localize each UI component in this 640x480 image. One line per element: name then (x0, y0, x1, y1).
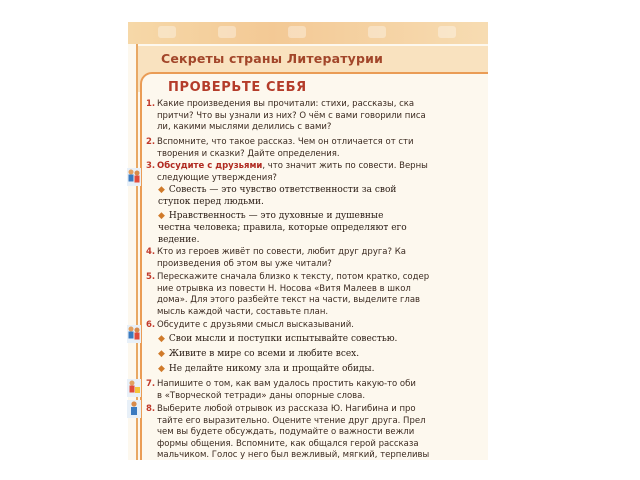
saying-1: ◆ Свои мысли и поступки испытывайте совестью. (158, 334, 398, 344)
discuss-highlight: Обсудите с друзьями (157, 161, 263, 171)
discuss-with-friends-icon (127, 168, 141, 186)
saying-2: ◆ Живите в мире со всеми и любите всех. (158, 349, 360, 359)
statement-1: ◆ Совесть — это чувство ответственности за свой ступок перед людьми. (158, 185, 397, 207)
question-1: 1. Какие произведения вы прочитали: стихи, рассказы, ска притчи? Что вы узнали из них? О чём с вами говорили писа ли, какими мыслями делились с вами? (146, 99, 426, 133)
question-8: 8. Выберите любой отрывок из рассказа Ю. Нагибина и про тайте его выразительно. Оцените чтение друг друга. Прел чем вы будете обсуждать, подумайте о важности вежли формы общения. Вспомните, как общался герой рассказа мальчиком. Голос у него был вежливый, мягкий, терпеливы (146, 404, 430, 460)
section-title: Секреты страны Литературии (161, 51, 384, 66)
question-4: 4. Кто из героев живёт по совести, любит друг друга? Ка произведения об этом вы уже читали? (146, 247, 406, 269)
reading-aloud-icon (127, 400, 141, 418)
question-7: 7. Напишите о том, как вам удалось простить какую-то оби в «Творческой тетради» даны опорные слова. (146, 379, 416, 401)
statement-2: ◆ Нравственность — это духовные и душевные честна человека; правила, которые определяют его ведение. (158, 211, 407, 245)
question-2: 2. Вспомните, что такое рассказ. Чем он отличается от сти творения и сказки? Дайте определения. (146, 137, 414, 159)
textbook-page (128, 22, 488, 460)
check-yourself-title: ПРОВЕРЬТЕ СЕБЯ (168, 80, 307, 95)
workbook-icon (127, 379, 141, 397)
discuss-with-friends-icon (127, 325, 141, 343)
question-5: 5. Перескажите сначала близко к тексту, потом кратко, содер ние отрывка из повести Н. Носова «Витя Малеев в школ дома». Для этого разбейте текст на части, выделите глав мысль каждой части, составьте план. (146, 272, 430, 317)
question-6: 6. Обсудите с друзьями смысл высказываний. (146, 320, 354, 330)
saying-3: ◆ Не делайте никому зла и прощайте обиды. (158, 364, 375, 374)
question-3: 3. Обсудите с друзьями, что значит жить по совести. Верны следующие утверждения? (146, 161, 428, 183)
